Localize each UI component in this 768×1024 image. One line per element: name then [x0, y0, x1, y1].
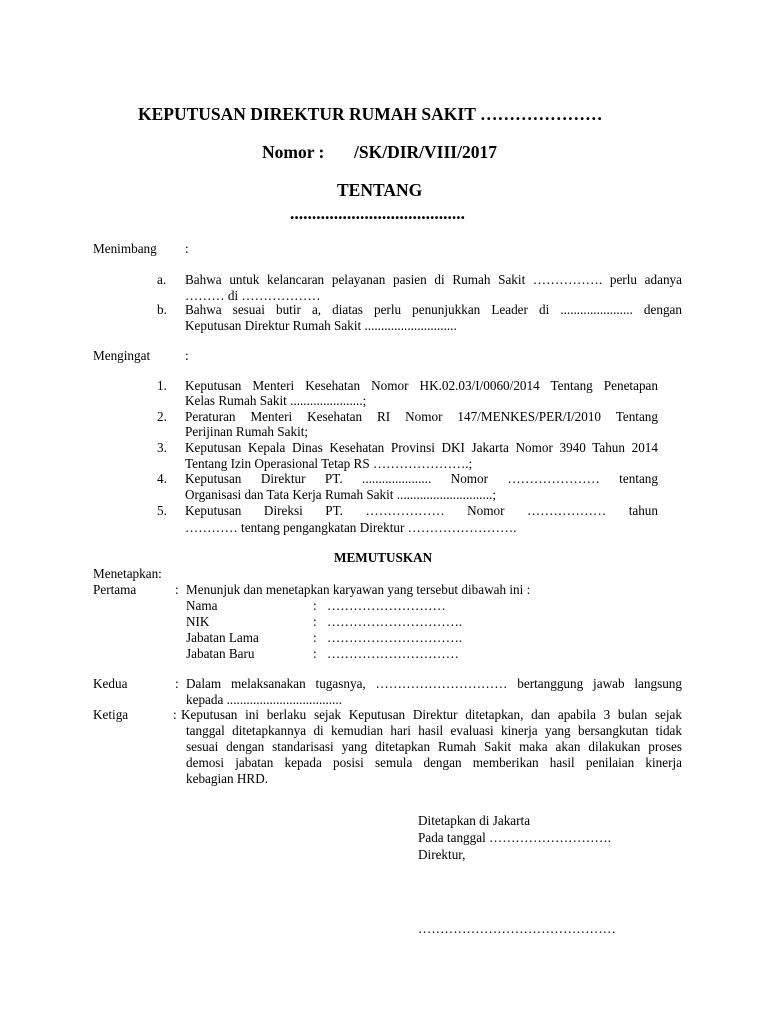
mengingat-item-line: Perijinan Rumah Sakit; [185, 424, 309, 439]
mengingat-item-line: Kelas Rumah Sakit ......................; [185, 393, 367, 408]
field-label: Jabatan Baru [186, 646, 255, 661]
mengingat-label: Mengingat [93, 348, 151, 363]
kedua-colon: : [175, 676, 179, 691]
field-value: …………………………. [327, 614, 463, 629]
mengingat-item-mark: 1. [157, 378, 167, 393]
memutuskan-heading: MEMUTUSKAN [334, 550, 433, 565]
kedua-line: kepada ................................... [186, 692, 343, 707]
tentang-heading: TENTANG [337, 180, 423, 200]
ketiga-colon: : [173, 707, 177, 722]
ketiga-line: demosi jabatan kepada posisi semula dengan memberikan hasil penilaian kinerja [186, 755, 682, 770]
menimbang-item-mark: a. [157, 272, 167, 287]
pertama-text: Menunjuk dan menetapkan karyawan yang tersebut dibawah ini : [186, 582, 531, 597]
mengingat-item-line: Keputusan Kepala Dinas Kesehatan Provinsi DKI Jakarta Nomor 3940 Tahun 2014 [185, 440, 658, 455]
mengingat-item-line: Keputusan Direksi PT. ……………… Nomor ……………… tahun [185, 503, 658, 518]
mengingat-item-line: Tentang Izin Operasional Tetap RS ………………….; [185, 456, 473, 471]
field-label: NIK [186, 614, 210, 629]
mengingat-item-mark: 5. [157, 503, 167, 518]
ketiga-line: sesuai dengan standarisasi yang ditetapkan Rumah Sakit maka akan dilakukan proses [186, 739, 682, 754]
pertama-colon: : [175, 582, 179, 597]
menimbang-item-mark: b. [157, 302, 167, 317]
ketiga-line: kebagian HRD. [186, 771, 269, 786]
nomor-label: Nomor : [262, 142, 325, 162]
kedua-label: Kedua [93, 676, 128, 691]
nomor-value: /SK/DIR/VIII/2017 [354, 142, 497, 162]
field-value: ………………………… [327, 646, 459, 661]
menimbang-item-line: Bahwa untuk kelancaran pelayanan pasien di Rumah Sakit ……………. perlu adanya [185, 272, 682, 287]
ditetapkan-text: Ditetapkan di Jakarta [418, 813, 531, 828]
ketiga-label: Ketiga [93, 707, 129, 722]
mengingat-item-mark: 4. [157, 471, 167, 486]
field-label: Nama [186, 598, 218, 613]
tanggal-text: Pada tanggal ………………………. [418, 830, 612, 845]
signature-name-line: ……………………………………… [418, 921, 616, 936]
field-colon: : [313, 598, 317, 613]
tentang-dots: ........................................ [290, 203, 465, 223]
field-value: …………………………. [327, 630, 463, 645]
mengingat-item-line: ………… tentang pengangkatan Direktur ……………………. [185, 520, 517, 535]
menimbang-label: Menimbang [93, 241, 157, 256]
ketiga-line: Keputusan ini berlaku sejak Keputusan Direktur ditetapkan, dan apabila 3 bulan sejak [181, 707, 682, 722]
mengingat-item-line: Organisasi dan Tata Kerja Rumah Sakit .............................; [185, 487, 497, 502]
menimbang-item-line: Keputusan Direktur Rumah Sakit ............................ [185, 318, 457, 333]
mengingat-item-line: Keputusan Menteri Kesehatan Nomor HK.02.03/I/0060/2014 Tentang Penetapan [185, 378, 658, 393]
field-colon: : [313, 614, 317, 629]
mengingat-item-line: Peraturan Menteri Kesehatan RI Nomor 147/MENKES/PER/I/2010 Tentang [185, 409, 658, 424]
menimbang-item-line: ……… di ……………… [185, 288, 321, 303]
kedua-line: Dalam melaksanakan tugasnya, ………………………… bertanggung jawab langsung [186, 676, 682, 691]
menetapkan-label: Menetapkan: [93, 566, 162, 581]
field-value: ……………………… [327, 598, 446, 613]
document-title: KEPUTUSAN DIREKTUR RUMAH SAKIT ………………… [138, 104, 603, 124]
field-colon: : [313, 646, 317, 661]
menimbang-colon: : [185, 241, 189, 256]
mengingat-item-mark: 2. [157, 409, 167, 424]
mengingat-item-mark: 3. [157, 440, 167, 455]
menimbang-item-line: Bahwa sesuai butir a, diatas perlu penunjukkan Leader di ...................... dengan [185, 302, 682, 317]
field-label: Jabatan Lama [186, 630, 259, 645]
ketiga-line: tanggal ditetapkannya di kemudian hari hasil evaluasi kinerja yang bersangkutan tidak [186, 723, 682, 738]
pertama-label: Pertama [93, 582, 137, 597]
jabatan-text: Direktur, [418, 847, 466, 862]
mengingat-item-line: Keputusan Direktur PT. ..................... Nomor ………………… tentang [185, 471, 658, 486]
mengingat-colon: : [185, 348, 189, 363]
field-colon: : [313, 630, 317, 645]
